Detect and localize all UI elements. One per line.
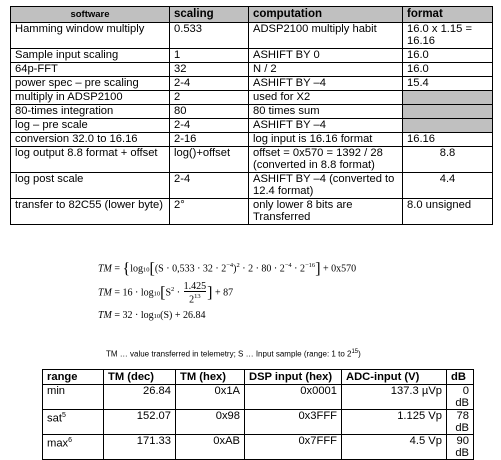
cell-format: 16.16 xyxy=(403,132,493,146)
cell-scaling: 1 xyxy=(170,48,249,62)
table-row xyxy=(11,22,493,48)
header-range: range xyxy=(43,370,104,385)
cell-format: 4.4 xyxy=(403,172,493,198)
cell-dsp-input xyxy=(245,410,342,435)
cell-tm-hex-text: 0x98 xyxy=(215,410,240,422)
cell-software: log post scale xyxy=(11,172,170,198)
header-software: software xyxy=(11,7,170,23)
cell-computation: offset = 0x570 = 1392 / 28 (converted in 8.8 format) xyxy=(249,146,403,172)
formula-1: TM = {$\log 10[(S \cdot 0,533 \cdot 32 \cdot 2^{-4})^2 \cdot 2 \cdot 80 \cdot 2^{-4} \cdot 2^{-16}] + 0x570$ xyxy=(98,260,357,278)
table-row xyxy=(11,172,493,198)
cell-range-text: min xyxy=(47,385,66,397)
scaling-table xyxy=(10,6,493,225)
cell-software: 80-times integration xyxy=(11,104,170,118)
caption: TM … value transferred in telemetry; S … Input sample (range: 1 to $2^{15}$) xyxy=(106,349,361,359)
table-row xyxy=(43,410,474,435)
cell-dsp-input xyxy=(245,385,342,410)
cell-range-text: max xyxy=(47,437,69,450)
cell-adc-input-text: 137.3 µVp xyxy=(390,385,442,397)
cell-dsp-input-text: 0x7FFF xyxy=(298,435,337,447)
table-row xyxy=(11,132,493,146)
cell-range xyxy=(43,435,104,460)
cell-scaling: 0.533 xyxy=(170,22,249,48)
table-row xyxy=(11,198,493,224)
cell-tm-hex-text: 0x1A xyxy=(214,385,240,397)
header-db: dB xyxy=(447,370,474,385)
cell-computation: ASHIFT BY 0 xyxy=(249,48,403,62)
cell-db-text: 0 dB xyxy=(455,385,469,409)
cell-scaling: 2-4 xyxy=(170,118,249,132)
cell-scaling: 32 xyxy=(170,62,249,76)
range-table xyxy=(42,369,474,460)
cell-adc-input xyxy=(342,435,447,460)
cell-db-text: 90 dB xyxy=(455,435,469,459)
table-row xyxy=(11,118,493,132)
table-row xyxy=(11,146,493,172)
cell-format xyxy=(403,118,493,132)
cell-format xyxy=(403,90,493,104)
tm-symbol: TM xyxy=(98,287,112,299)
header-tm-dec: TM (dec) xyxy=(104,370,176,385)
cell-adc-input-text: 4.5 Vp xyxy=(409,435,442,447)
cell-dsp-input xyxy=(245,435,342,460)
cell-format: 16.0 x 1.15 = 16.16 xyxy=(403,22,493,48)
formula-3: TM = 32 · log10(S) + 26.84 xyxy=(98,310,206,321)
tm-symbol: TM xyxy=(98,310,112,321)
cell-computation: ASHIFT BY –4 (converted to 12.4 format) xyxy=(249,172,403,198)
cell-scaling: 2-4 xyxy=(170,172,249,198)
formula-2: TM = $16 \cdot \log 10[S^2$ · $\frac{1.425}{2^{13}}$ ] + 87 xyxy=(98,281,234,306)
cell-computation: ASHIFT BY –4 xyxy=(249,76,403,90)
cell-software: conversion 32.0 to 16.16 xyxy=(11,132,170,146)
cell-tm-dec xyxy=(104,410,176,435)
cell-software: 64p-FFT xyxy=(11,62,170,76)
table-row xyxy=(43,435,474,460)
header-adc-input: ADC-input (V) xyxy=(342,370,447,385)
cell-adc-input-text: 1.125 Vp xyxy=(397,410,442,422)
cell-software: power spec – pre scaling xyxy=(11,76,170,90)
cell-computation: ASHIFT BY –4 xyxy=(249,118,403,132)
table-row xyxy=(11,90,493,104)
cell-scaling: 2-16 xyxy=(170,132,249,146)
cell-software: multiply in ADSP2100 xyxy=(11,90,170,104)
cell-tm-dec-text: 171.33 xyxy=(136,435,171,447)
cell-tm-dec xyxy=(104,435,176,460)
cell-scaling: log()+offset xyxy=(170,146,249,172)
table-header-row xyxy=(11,7,493,23)
cell-dsp-input-text: 0x0001 xyxy=(300,385,337,397)
cell-software: transfer to 82C55 (lower byte) xyxy=(11,198,170,224)
cell-tm-dec-text: 26.84 xyxy=(143,385,171,397)
header-scaling: scaling xyxy=(170,7,249,23)
cell-computation: 80 times sum xyxy=(249,104,403,118)
cell-software: log output 8.8 format + offset xyxy=(11,146,170,172)
cell-scaling: 2° xyxy=(170,198,249,224)
cell-format: 16.0 xyxy=(403,62,493,76)
table-row xyxy=(11,104,493,118)
cell-tm-hex xyxy=(176,385,245,410)
cell-software: Sample input scaling xyxy=(11,48,170,62)
header-computation: computation xyxy=(249,7,403,23)
cell-adc-input xyxy=(342,385,447,410)
cell-computation: N / 2 xyxy=(249,62,403,76)
cell-computation: ADSP2100 multiply habit xyxy=(249,22,403,48)
cell-format: 8.0 unsigned xyxy=(403,198,493,224)
cell-tm-dec xyxy=(104,385,176,410)
cell-adc-input xyxy=(342,410,447,435)
cell-scaling: 2-4 xyxy=(170,76,249,90)
cell-db xyxy=(447,435,474,460)
header-dsp-input: DSP input (hex) xyxy=(245,370,342,385)
footnote-mark: 5 xyxy=(61,412,66,419)
cell-format: 8.8 xyxy=(403,146,493,172)
cell-scaling: 2 xyxy=(170,90,249,104)
cell-format xyxy=(403,104,493,118)
cell-tm-dec-text: 152.07 xyxy=(136,410,171,422)
cell-computation: only lower 8 bits are Transferred xyxy=(249,198,403,224)
header-format: format xyxy=(403,7,493,23)
cell-range-text: sat xyxy=(47,412,62,425)
cell-software: Hamming window multiply xyxy=(11,22,170,48)
tm-symbol: TM xyxy=(98,263,112,275)
footnote-mark: 6 xyxy=(68,437,73,444)
cell-computation: used for X2 xyxy=(249,90,403,104)
table-row xyxy=(11,62,493,76)
cell-tm-hex xyxy=(176,410,245,435)
cell-db xyxy=(447,385,474,410)
cell-tm-hex-text: 0xAB xyxy=(213,435,240,447)
cell-format: 16.0 xyxy=(403,48,493,62)
cell-format: 15.4 xyxy=(403,76,493,90)
cell-computation: log input is 16.16 format xyxy=(249,132,403,146)
table-row xyxy=(11,48,493,62)
table-row xyxy=(43,385,474,410)
cell-db xyxy=(447,410,474,435)
cell-scaling: 80 xyxy=(170,104,249,118)
cell-dsp-input-text: 0x3FFF xyxy=(298,410,337,422)
cell-range xyxy=(43,385,104,410)
cell-tm-hex xyxy=(176,435,245,460)
cell-db-text: 78 dB xyxy=(455,410,469,434)
cell-software: log – pre scale xyxy=(11,118,170,132)
header-tm-hex: TM (hex) xyxy=(176,370,245,385)
cell-range xyxy=(43,410,104,435)
table-row xyxy=(11,76,493,90)
range-header-row xyxy=(43,370,474,385)
